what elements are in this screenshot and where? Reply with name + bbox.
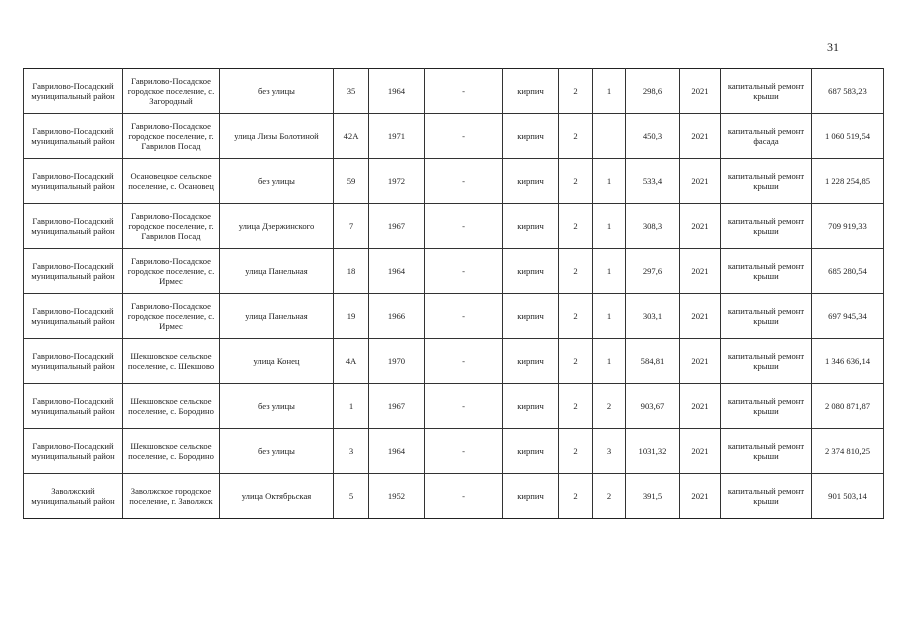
work-type-cell: капитальный ремонт крыши [721, 474, 812, 519]
dash-cell: - [425, 429, 503, 474]
dash-cell: - [425, 339, 503, 384]
settlement-cell: Осановецкое сельское поселение, с. Осановец [123, 159, 220, 204]
area-cell: 533,4 [626, 159, 680, 204]
settlement-cell: Гаврилово-Посадское городское поселение, г. Гаврилов Посад [123, 114, 220, 159]
street-cell: улица Конец [220, 339, 334, 384]
street-cell: улица Панельная [220, 249, 334, 294]
year-built-cell: 1964 [369, 429, 425, 474]
wall-material-cell: кирпич [503, 159, 559, 204]
floors-cell: 2 [559, 429, 593, 474]
settlement-cell: Шекшовское сельское поселение, с. Бородино [123, 384, 220, 429]
year-built-cell: 1972 [369, 159, 425, 204]
dash-cell: - [425, 474, 503, 519]
district-cell: Гаврилово-Посадский муниципальный район [24, 294, 123, 339]
cost-cell: 2 080 871,87 [812, 384, 884, 429]
page-number: 31 [827, 40, 839, 54]
year-built-cell: 1966 [369, 294, 425, 339]
entrances-cell: 3 [593, 429, 626, 474]
dash-cell: - [425, 294, 503, 339]
year-cell: 2021 [680, 474, 721, 519]
house-number-cell: 7 [334, 204, 369, 249]
year-built-cell: 1952 [369, 474, 425, 519]
work-type-cell: капитальный ремонт крыши [721, 339, 812, 384]
year-built-cell: 1967 [369, 384, 425, 429]
table-row [24, 294, 884, 339]
floors-cell: 2 [559, 249, 593, 294]
district-cell: Гаврилово-Посадский муниципальный район [24, 204, 123, 249]
cost-cell: 1 346 636,14 [812, 339, 884, 384]
settlement-cell: Гаврилово-Посадское городское поселение, с. Ирмес [123, 294, 220, 339]
table-row [24, 204, 884, 249]
area-cell: 1031,32 [626, 429, 680, 474]
settlement-cell: Гаврилово-Посадское городское поселение, с. Ирмес [123, 249, 220, 294]
floors-cell: 2 [559, 474, 593, 519]
street-cell: улица Лизы Болотиной [220, 114, 334, 159]
area-cell: 903,67 [626, 384, 680, 429]
floors-cell: 2 [559, 339, 593, 384]
street-cell: улица Панельная [220, 294, 334, 339]
work-type-cell: капитальный ремонт крыши [721, 294, 812, 339]
year-cell: 2021 [680, 204, 721, 249]
work-type-cell: капитальный ремонт крыши [721, 249, 812, 294]
table-row [24, 474, 884, 519]
house-number-cell: 19 [334, 294, 369, 339]
year-cell: 2021 [680, 294, 721, 339]
year-cell: 2021 [680, 159, 721, 204]
wall-material-cell: кирпич [503, 114, 559, 159]
street-cell: без улицы [220, 384, 334, 429]
dash-cell: - [425, 204, 503, 249]
table-row [24, 114, 884, 159]
table-row [24, 339, 884, 384]
district-cell: Гаврилово-Посадский муниципальный район [24, 339, 123, 384]
table-row [24, 69, 884, 114]
dash-cell: - [425, 249, 503, 294]
settlement-cell: Шекшовское сельское поселение, с. Шекшово [123, 339, 220, 384]
house-number-cell: 35 [334, 69, 369, 114]
wall-material-cell: кирпич [503, 69, 559, 114]
settlement-cell: Заволжское городское поселение, г. Заволжск [123, 474, 220, 519]
area-cell: 450,3 [626, 114, 680, 159]
dash-cell: - [425, 69, 503, 114]
wall-material-cell: кирпич [503, 474, 559, 519]
house-number-cell: 42А [334, 114, 369, 159]
entrances-cell: 1 [593, 339, 626, 384]
settlement-cell: Шекшовское сельское поселение, с. Бородино [123, 429, 220, 474]
entrances-cell: 2 [593, 474, 626, 519]
work-type-cell: капитальный ремонт фасада [721, 114, 812, 159]
cost-cell: 1 228 254,85 [812, 159, 884, 204]
dash-cell: - [425, 114, 503, 159]
table-row [24, 159, 884, 204]
entrances-cell: 2 [593, 384, 626, 429]
work-type-cell: капитальный ремонт крыши [721, 384, 812, 429]
house-number-cell: 4А [334, 339, 369, 384]
area-cell: 298,6 [626, 69, 680, 114]
year-built-cell: 1970 [369, 339, 425, 384]
wall-material-cell: кирпич [503, 429, 559, 474]
cost-cell: 697 945,34 [812, 294, 884, 339]
cost-cell: 2 374 810,25 [812, 429, 884, 474]
floors-cell: 2 [559, 69, 593, 114]
district-cell: Гаврилово-Посадский муниципальный район [24, 249, 123, 294]
street-cell: улица Дзержинского [220, 204, 334, 249]
area-cell: 584,81 [626, 339, 680, 384]
work-type-cell: капитальный ремонт крыши [721, 204, 812, 249]
district-cell: Гаврилово-Посадский муниципальный район [24, 69, 123, 114]
district-cell: Гаврилово-Посадский муниципальный район [24, 384, 123, 429]
street-cell: без улицы [220, 429, 334, 474]
entrances-cell [593, 114, 626, 159]
year-built-cell: 1964 [369, 249, 425, 294]
floors-cell: 2 [559, 204, 593, 249]
entrances-cell: 1 [593, 69, 626, 114]
cost-cell: 1 060 519,54 [812, 114, 884, 159]
street-cell: улица Октябрьская [220, 474, 334, 519]
settlement-cell: Гаврилово-Посадское городское поселение, г. Гаврилов Посад [123, 204, 220, 249]
year-cell: 2021 [680, 249, 721, 294]
year-cell: 2021 [680, 69, 721, 114]
district-cell: Гаврилово-Посадский муниципальный район [24, 429, 123, 474]
house-number-cell: 3 [334, 429, 369, 474]
floors-cell: 2 [559, 384, 593, 429]
area-cell: 303,1 [626, 294, 680, 339]
district-cell: Гаврилово-Посадский муниципальный район [24, 114, 123, 159]
cost-cell: 687 583,23 [812, 69, 884, 114]
area-cell: 308,3 [626, 204, 680, 249]
cost-cell: 709 919,33 [812, 204, 884, 249]
district-cell: Гаврилово-Посадский муниципальный район [24, 159, 123, 204]
wall-material-cell: кирпич [503, 294, 559, 339]
entrances-cell: 1 [593, 294, 626, 339]
floors-cell: 2 [559, 159, 593, 204]
settlement-cell: Гаврилово-Посадское городское поселение, с. Загородный [123, 69, 220, 114]
entrances-cell: 1 [593, 204, 626, 249]
street-cell: без улицы [220, 69, 334, 114]
year-cell: 2021 [680, 114, 721, 159]
year-built-cell: 1971 [369, 114, 425, 159]
year-built-cell: 1964 [369, 69, 425, 114]
housing-repair-table [23, 68, 884, 519]
year-built-cell: 1967 [369, 204, 425, 249]
wall-material-cell: кирпич [503, 384, 559, 429]
wall-material-cell: кирпич [503, 249, 559, 294]
entrances-cell: 1 [593, 159, 626, 204]
cost-cell: 901 503,14 [812, 474, 884, 519]
year-cell: 2021 [680, 339, 721, 384]
house-number-cell: 1 [334, 384, 369, 429]
wall-material-cell: кирпич [503, 339, 559, 384]
work-type-cell: капитальный ремонт крыши [721, 159, 812, 204]
house-number-cell: 59 [334, 159, 369, 204]
floors-cell: 2 [559, 114, 593, 159]
area-cell: 391,5 [626, 474, 680, 519]
district-cell: Заволжский муниципальный район [24, 474, 123, 519]
dash-cell: - [425, 384, 503, 429]
table-row [24, 249, 884, 294]
work-type-cell: капитальный ремонт крыши [721, 429, 812, 474]
street-cell: без улицы [220, 159, 334, 204]
area-cell: 297,6 [626, 249, 680, 294]
dash-cell: - [425, 159, 503, 204]
table-row [24, 384, 884, 429]
work-type-cell: капитальный ремонт крыши [721, 69, 812, 114]
wall-material-cell: кирпич [503, 204, 559, 249]
year-cell: 2021 [680, 429, 721, 474]
year-cell: 2021 [680, 384, 721, 429]
table-row [24, 429, 884, 474]
cost-cell: 685 280,54 [812, 249, 884, 294]
entrances-cell: 1 [593, 249, 626, 294]
floors-cell: 2 [559, 294, 593, 339]
house-number-cell: 5 [334, 474, 369, 519]
house-number-cell: 18 [334, 249, 369, 294]
